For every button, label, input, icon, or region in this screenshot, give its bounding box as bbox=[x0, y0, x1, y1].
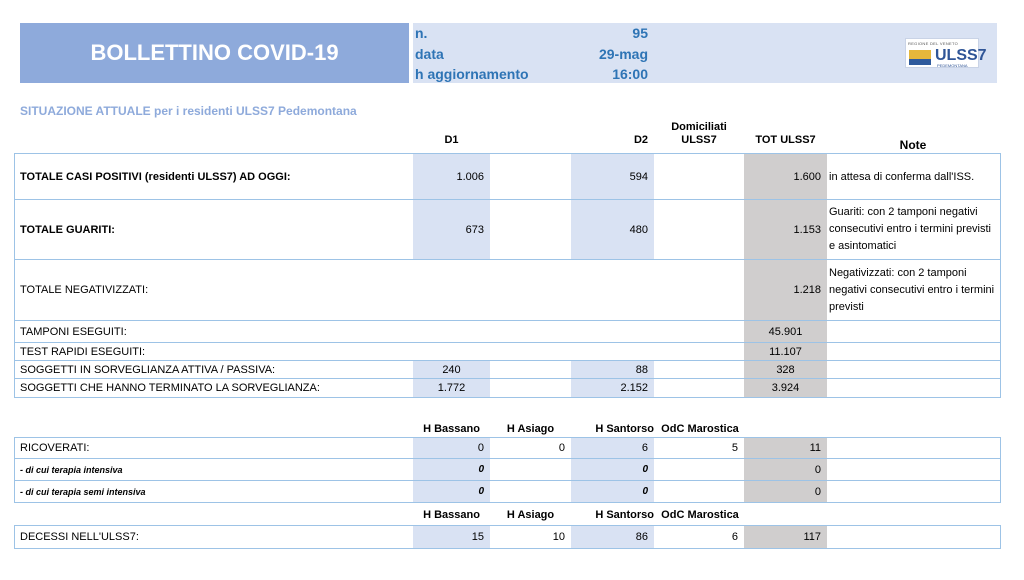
date-value: 29-mag bbox=[598, 46, 648, 62]
tot-terapia-semi-intensiva: 0 bbox=[744, 481, 827, 502]
note-totale-negativizzati: Negativizzati: con 2 tamponi negativi consecutivi entro i termini previsti bbox=[829, 266, 995, 313]
tot-tamponi: 45.901 bbox=[744, 321, 827, 342]
bassano-ricoverati: 0 bbox=[413, 438, 490, 458]
ulss7-logo bbox=[905, 38, 987, 68]
number-value: 95 bbox=[632, 25, 648, 41]
bassano-decessi: 15 bbox=[413, 526, 490, 548]
tot-terapia-intensiva: 0 bbox=[744, 459, 827, 480]
number-label: n. bbox=[415, 25, 428, 41]
d2-terminato-sorveglianza: 2.152 bbox=[571, 379, 654, 397]
hosp-header-santorso-2: H Santorso bbox=[595, 509, 654, 521]
bassano-terapia-intensiva: 0 bbox=[413, 459, 490, 480]
bulletin-title: BOLLETTINO COVID-19 bbox=[20, 23, 409, 83]
bassano-terapia-semi-intensiva: 0 bbox=[413, 481, 490, 502]
row-label-totale-casi: TOTALE CASI POSITIVI (residenti ULSS7) AD OGGI: bbox=[20, 170, 291, 183]
tot-decessi: 117 bbox=[744, 526, 827, 548]
d2-totale-casi: 594 bbox=[571, 154, 654, 199]
d1-totale-casi: 1.006 bbox=[413, 154, 490, 199]
update-time-label: h aggiornamento bbox=[415, 66, 529, 82]
hosp-header-bassano-2: H Bassano bbox=[423, 509, 480, 521]
hosp-header-santorso: H Santorso bbox=[595, 423, 654, 435]
col-header-tot: TOT ULSS7 bbox=[755, 134, 816, 146]
grid-line bbox=[14, 320, 1001, 321]
hosp-header-bassano: H Bassano bbox=[423, 423, 480, 435]
col-header-note: Note bbox=[899, 138, 927, 152]
hosp-header-asiago-2: H Asiago bbox=[506, 509, 555, 521]
logo-ulss7-text: ULSS7 bbox=[935, 47, 987, 64]
d2-totale-guariti: 480 bbox=[571, 200, 654, 259]
grid-line bbox=[1000, 153, 1001, 398]
hosp-header-asiago: H Asiago bbox=[506, 423, 555, 435]
note-totale-guariti: Guariti: con 2 tamponi negativi consecutivi entro i termini previsti e asintomatici bbox=[829, 206, 992, 252]
hosp-header-marostica-2: OdC Marostica bbox=[661, 509, 739, 521]
grid-line bbox=[14, 525, 15, 549]
col-header-d2: D2 bbox=[633, 134, 648, 146]
hosp-header-marostica: OdC Marostica bbox=[661, 423, 739, 435]
santorso-decessi: 86 bbox=[571, 526, 654, 548]
logo-subtext: PEDEMONTANA bbox=[937, 63, 968, 68]
logo-region-text: REGIONE DEL VENETO bbox=[908, 41, 959, 46]
asiago-decessi: 10 bbox=[552, 531, 565, 543]
tot-terminato-sorveglianza: 3.924 bbox=[744, 379, 827, 397]
row-label-terminato-sorveglianza: SOGGETTI CHE HANNO TERMINATO LA SORVEGLIANZA: bbox=[20, 382, 320, 394]
tot-sorveglianza-attiva: 328 bbox=[744, 361, 827, 378]
tot-test-rapidi: 11.107 bbox=[744, 343, 827, 360]
marostica-decessi: 6 bbox=[731, 531, 738, 543]
grid-line bbox=[1000, 437, 1001, 502]
lion-emblem-icon bbox=[909, 50, 931, 65]
asiago-ricoverati: 0 bbox=[558, 442, 565, 454]
row-label-totale-guariti: TOTALE GUARITI: bbox=[20, 223, 115, 236]
grid-line bbox=[14, 502, 1001, 503]
grid-line bbox=[14, 153, 15, 398]
row-label-ricoverati: RICOVERATI: bbox=[20, 442, 90, 454]
marostica-ricoverati: 5 bbox=[731, 442, 738, 454]
note-totale-casi: in attesa di conferma dall'ISS. bbox=[829, 170, 975, 183]
col-header-d1: D1 bbox=[444, 134, 459, 146]
grid-line bbox=[14, 437, 15, 502]
row-label-terapia-intensiva: - di cui terapia intensiva bbox=[20, 464, 123, 475]
d1-totale-guariti: 673 bbox=[413, 200, 490, 259]
col-header-domiciliati: Domiciliati ULSS7 bbox=[671, 121, 727, 146]
grid-line bbox=[14, 458, 1001, 459]
row-label-sorveglianza-attiva: SOGGETTI IN SORVEGLIANZA ATTIVA / PASSIVA: bbox=[20, 363, 276, 376]
row-label-test-rapidi: TEST RAPIDI ESEGUITI: bbox=[20, 345, 146, 358]
date-label: data bbox=[415, 46, 444, 62]
d1-sorveglianza-attiva: 240 bbox=[413, 361, 490, 378]
row-label-decessi: DECESSI NELL'ULSS7: bbox=[20, 531, 139, 543]
grid-line bbox=[14, 397, 1001, 398]
grid-line bbox=[14, 548, 1001, 549]
tot-totale-guariti: 1.153 bbox=[744, 200, 827, 259]
row-label-tamponi: TAMPONI ESEGUITI: bbox=[20, 325, 127, 338]
tot-totale-negativizzati: 1.218 bbox=[744, 260, 827, 320]
d2-sorveglianza-attiva: 88 bbox=[571, 361, 654, 378]
grid-line bbox=[14, 342, 1001, 343]
tot-totale-casi: 1.600 bbox=[744, 154, 827, 199]
santorso-terapia-intensiva: 0 bbox=[571, 459, 654, 480]
d1-terminato-sorveglianza: 1.772 bbox=[413, 379, 490, 397]
grid-line bbox=[14, 480, 1001, 481]
row-label-totale-negativizzati: TOTALE NEGATIVIZZATI: bbox=[20, 284, 149, 296]
grid-line bbox=[1000, 525, 1001, 549]
santorso-terapia-semi-intensiva: 0 bbox=[571, 481, 654, 502]
update-time-value: 16:00 bbox=[612, 66, 648, 82]
row-label-terapia-semi-intensiva: - di cui terapia semi intensiva bbox=[20, 486, 146, 497]
tot-ricoverati: 11 bbox=[744, 438, 827, 458]
section-subtitle: SITUAZIONE ATTUALE per i residenti ULSS7 Pedemontana bbox=[20, 104, 357, 118]
santorso-ricoverati: 6 bbox=[571, 438, 654, 458]
